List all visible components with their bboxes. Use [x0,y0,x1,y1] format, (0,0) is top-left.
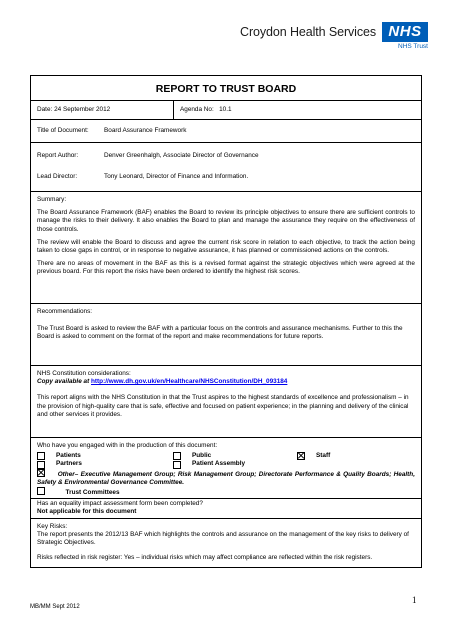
agenda-value: 10.1 [219,105,232,113]
date-agenda-row [31,101,421,120]
org-name: Croydon Health Services [240,25,376,39]
patients-checkbox[interactable] [37,452,45,460]
equality-section [31,499,421,518]
patient-assembly-label: Patient Assembly [192,460,246,468]
summary-paragraph-1: The Board Assurance Framework (BAF) enables the Board to review its principle objectives to ensure there are sufficient controls to manage the risks to their delivery. It also enables the Board to plan and manage the assurance they require on the effectiveness of those controls. [37,209,415,233]
trust-committees-line [37,487,415,497]
engagement-section [31,438,421,499]
engagement-heading: Who have you engaged with in the production of this document: [37,442,218,449]
summary-paragraph-3: There are no areas of movement in the BAF as this is a revised format against the strategic objectives which were agreed at the previous board. For this report the risks have been ordered to identify the highest risk scores. [37,260,415,276]
staff-checkbox[interactable] [297,452,305,460]
doc-title-value: Board Assurance Framework [104,126,187,134]
author-row [31,143,421,169]
doc-title-label: Title of Document: [37,126,89,134]
summary-heading: Summary: [37,196,67,203]
risk-register-text: Risks reflected in risk register: Yes – individual risks which may affect compliance are reflected within the risk registers. [37,554,373,562]
recommendations-text: The Trust Board is asked to review the BAF with a particular focus on the controls and assurance mechanisms. Further to this the Board is asked to comment on the format of the report and make recommendations for future reports. [37,325,403,341]
other-checkbox[interactable] [37,469,45,477]
nhs-trust-label: NHS Trust [398,43,428,50]
agenda-label: Agenda No: [180,105,214,113]
recommendations-heading: Recommendations: [37,308,93,315]
director-value: Tony Leonard, Director of Finance and Information. [104,172,249,180]
page-number: 1 [412,595,417,605]
date-value: 24 September 2012 [54,105,111,113]
author-director-row [31,143,421,192]
summary-paragraph-2: The review will enable the Board to discuss and agree the current risk score in relation to each objective, to track the action being taken to close gaps in control, or in response to negative assurance, it has planned or commissioned actions on the controls. [37,238,415,255]
equality-answer: Not applicable for this document [37,508,137,516]
trust-committees-label: Trust Committees [65,489,120,497]
trust-logo [218,22,428,56]
doc-title-row [31,120,421,143]
report-cover-table [30,75,422,568]
patients-label: Patients [56,452,81,460]
public-checkbox[interactable] [173,452,181,460]
trust-committees-checkbox[interactable] [37,487,45,495]
recommendations-section [31,304,421,366]
key-risks-text: The report presents the 2012/13 BAF which highlights the controls and assurance on the management of the key risks to delivery of Strategic Objectives. [37,530,409,547]
footer-reference: MB/MM Sept 2012 [30,604,80,610]
key-risks-heading: Key Risks: [37,522,68,530]
constitution-link[interactable]: http://www.dh.gov.uk/en/Healthcare/NHSConstitution/DH_093184 [91,378,288,386]
report-title: REPORT TO TRUST BOARD [31,76,421,101]
director-label: Lead Director: [37,172,78,180]
constitution-copy-line [37,378,415,386]
agenda-cell [174,106,232,114]
copy-available-label: Copy available at [37,378,90,386]
author-label: Report Author: [37,151,79,159]
partners-checkbox[interactable] [37,461,45,469]
constitution-section [31,366,421,438]
date-cell [31,101,174,119]
author-value: Denver Greenhalgh, Associate Director of Governance [104,151,259,159]
nhs-logo: NHS [382,22,428,42]
director-row [31,169,421,185]
summary-section [31,192,421,304]
constitution-heading: NHS Constitution considerations: [37,370,131,377]
constitution-text: This report aligns with the NHS Constitution in that the Trust aspires to the highest standards of excellence and professionalism – in the provision of high-quality care that is safe, effective and focused on patient experience; in the planning and delivery of the clinical and other services it provides. [37,394,409,418]
other-engagement-line [37,469,415,487]
partners-label: Partners [56,460,82,468]
other-engagement-text: Other– Executive Management Group; Risk Management Group; Directorate Performance & Quality Boards; Health, Safety & Environmental Governance Committee. [37,470,415,486]
public-label: Public [192,452,212,460]
staff-label: Staff [316,452,331,460]
key-risks-section [31,519,421,568]
engagement-checkboxes [37,452,415,468]
patient-assembly-checkbox[interactable] [173,461,181,469]
date-label: Date: [37,105,53,113]
equality-question: Has an equality impact assessment form been completed? [37,500,203,508]
